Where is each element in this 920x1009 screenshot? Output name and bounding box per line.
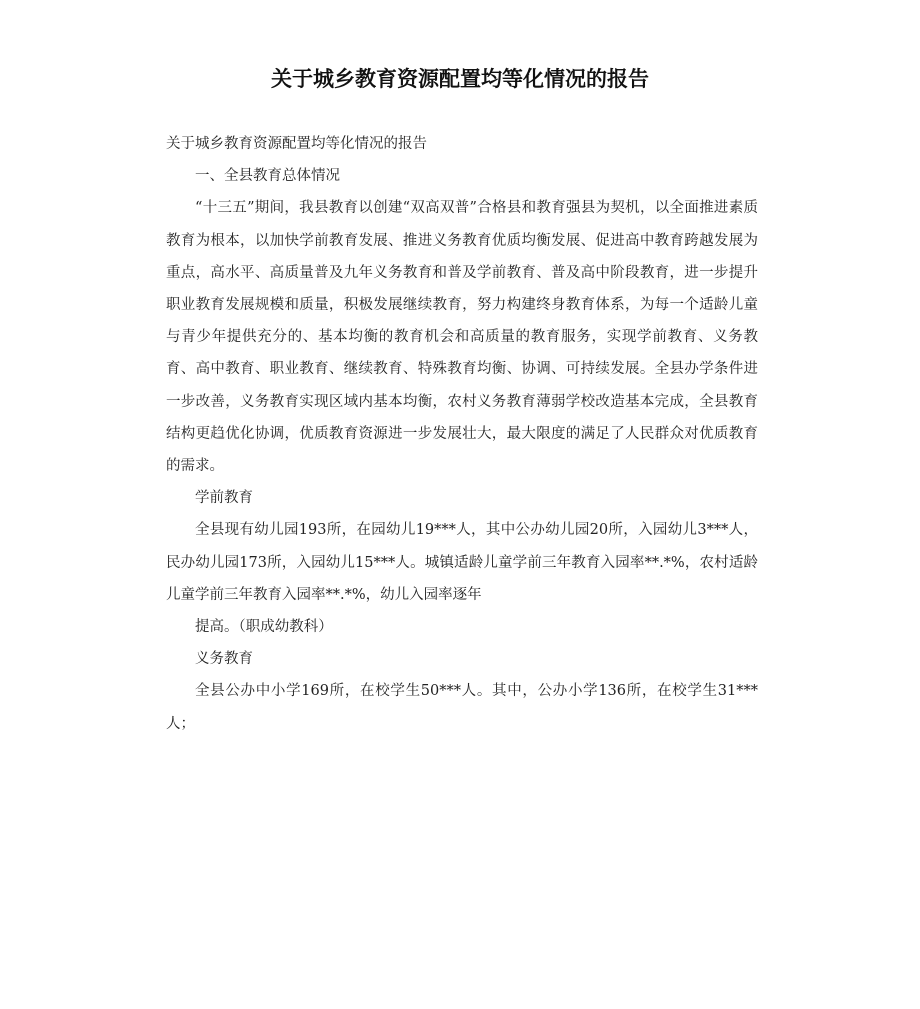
subtitle-line: 关于城乡教育资源配置均等化情况的报告 xyxy=(166,136,427,152)
compulsory-heading: 义务教育 xyxy=(195,651,253,668)
preschool-paragraph: 全县现有幼儿园193所，在园幼儿19***人，其中公办幼儿园20所，入园幼儿3***人，民办幼儿园173所，入园幼儿15***人。城镇适龄儿童学前三年教育入园率**.*%，农村适龄儿童学前三年教育入园率**.*%，幼儿入园率逐年 xyxy=(166,522,758,603)
section-heading: 一、全县教育总体情况 xyxy=(195,168,340,185)
document-body xyxy=(166,128,758,740)
compulsory-paragraph: 全县公办中小学169所，在校学生50***人。其中，公办小学136所，在校学生31***人； xyxy=(166,683,758,732)
overview-paragraph: “十三五”期间，我县教育以创建“双高双普”合格县和教育强县为契机，以全面推进素质教育为根本，以加快学前教育发展、推进义务教育优质均衡发展、促进高中教育跨越发展为重点，高水平、高质量普及九年义务教育和普及学前教育、普及高中阶段教育，进一步提升职业教育发展规模和质量，积极发展继续教育，努力构建终身教育体系，为每一个适龄儿童与青少年提供充分的、基本均衡的教育机会和高质量的教育服务，实现学前教育、义务教育、高中教育、职业教育、继续教育、特殊教育均衡、协调、可持续发展。全县办学条件进一步改善，义务教育实现区域内基本均衡，农村义务教育薄弱学校改造基本完成，全县教育结构更趋优化协调，优质教育资源进一步发展壮大，最大限度的满足了人民群众对优质教育的需求。 xyxy=(166,200,758,475)
preschool-heading: 学前教育 xyxy=(195,490,253,507)
preschool-note: 提高。（职成幼教科） xyxy=(195,619,333,636)
document-title: 关于城乡教育资源配置均等化情况的报告 xyxy=(271,67,649,91)
